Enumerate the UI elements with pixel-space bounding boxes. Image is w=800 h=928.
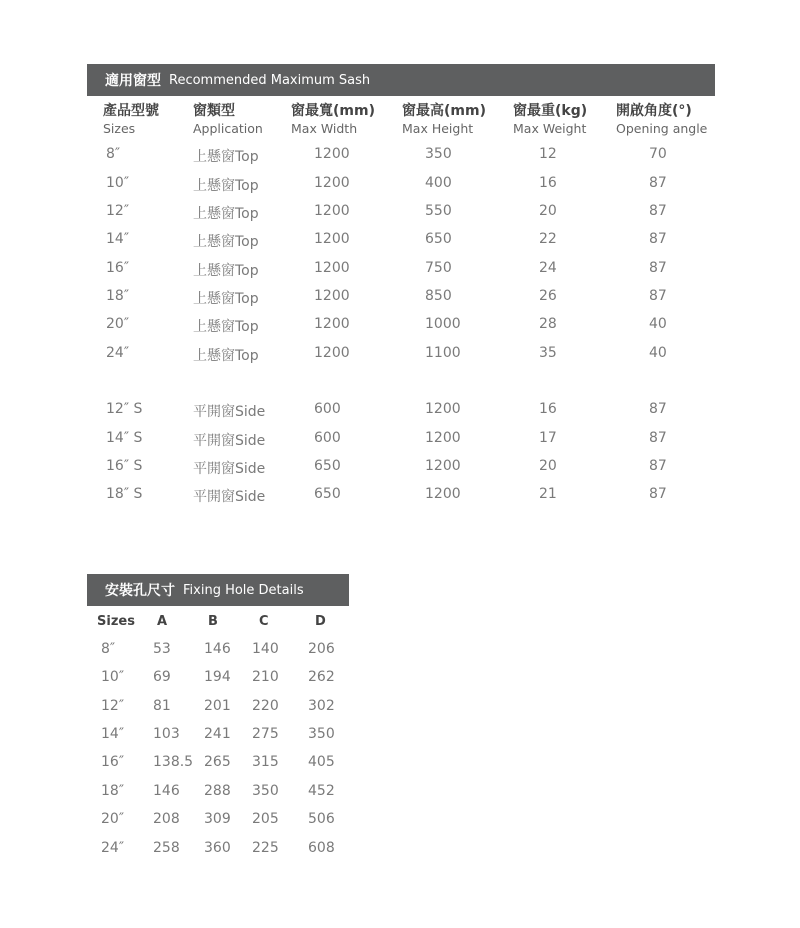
sash-cell: 1200 — [425, 458, 461, 474]
hole-header-3: C — [259, 614, 269, 629]
sash-cell: 600 — [314, 401, 341, 417]
hole-cell: 146 — [204, 641, 231, 657]
sash-cell: 87 — [649, 486, 667, 502]
sash-cell: 28 — [539, 316, 557, 332]
sash-table-title-bar — [87, 64, 715, 96]
sash-cell: 21 — [539, 486, 557, 502]
sash-header-en: Sizes — [103, 121, 136, 136]
hole-cell: 265 — [204, 754, 231, 770]
sash-cell: 1200 — [425, 486, 461, 502]
hole-cell: 350 — [252, 783, 279, 799]
sash-table-title-cn: 適用窗型 — [105, 73, 161, 89]
hole-cell: 12″ — [101, 698, 125, 714]
sash-cell: 平開窗Side — [193, 489, 266, 505]
sash-cell: 上懸窗Top — [193, 263, 259, 279]
sash-header-5 — [616, 103, 707, 137]
sash-header-4 — [513, 103, 587, 137]
hole-cell: 315 — [252, 754, 279, 770]
hole-cell: 146 — [153, 783, 180, 799]
sash-cell: 16″ — [106, 260, 130, 276]
sash-cell: 40 — [649, 316, 667, 332]
hole-cell: 506 — [308, 811, 335, 827]
hole-cell: 241 — [204, 726, 231, 742]
sash-cell: 1200 — [314, 231, 350, 247]
sash-header-cn: 開啟角度(°) — [616, 103, 692, 119]
hole-cell: 69 — [153, 669, 171, 685]
hole-cell: 140 — [252, 641, 279, 657]
sash-cell: 40 — [649, 345, 667, 361]
sash-cell: 20″ — [106, 316, 130, 332]
sash-cell: 18″ — [106, 288, 130, 304]
sash-cell: 16″ S — [106, 458, 143, 474]
hole-cell: 360 — [204, 840, 231, 856]
hole-cell: 262 — [308, 669, 335, 685]
hole-cell: 138.5 — [153, 754, 194, 770]
sash-cell: 上懸窗Top — [193, 178, 259, 194]
sash-header-cn: 窗類型 — [193, 103, 235, 119]
sash-cell: 87 — [649, 175, 667, 191]
sash-cell: 20 — [539, 203, 557, 219]
sash-cell: 上懸窗Top — [193, 149, 259, 165]
hole-cell: 205 — [252, 811, 279, 827]
sash-cell: 87 — [649, 458, 667, 474]
sash-cell: 87 — [649, 231, 667, 247]
sash-cell: 750 — [425, 260, 452, 276]
sash-cell: 87 — [649, 401, 667, 417]
sash-cell: 1200 — [314, 316, 350, 332]
hole-cell: 81 — [153, 698, 171, 714]
sash-table-title-en: Recommended Maximum Sash — [169, 72, 371, 88]
hole-table-title-bar — [87, 574, 349, 606]
sash-header-3 — [402, 103, 486, 137]
sash-header-cn: 窗最寬(mm) — [291, 103, 375, 119]
sash-cell: 22 — [539, 231, 557, 247]
hole-header-0: Sizes — [97, 614, 135, 629]
sash-cell: 17 — [539, 430, 557, 446]
sash-cell: 12 — [539, 146, 557, 162]
sash-cell: 1000 — [425, 316, 461, 332]
sash-cell: 上懸窗Top — [193, 291, 259, 307]
hole-cell: 103 — [153, 726, 180, 742]
hole-cell: 452 — [308, 783, 335, 799]
sash-header-en: Opening angle — [616, 121, 708, 136]
sash-cell: 20 — [539, 458, 557, 474]
hole-cell: 24″ — [101, 840, 125, 856]
sash-header-en: Max Height — [402, 121, 474, 136]
sash-cell: 1200 — [314, 260, 350, 276]
sash-cell: 70 — [649, 146, 667, 162]
sash-cell: 18″ S — [106, 486, 143, 502]
sash-cell: 12″ — [106, 203, 130, 219]
sash-cell: 350 — [425, 146, 452, 162]
sash-cell: 26 — [539, 288, 557, 304]
sash-cell: 上懸窗Top — [193, 319, 259, 335]
hole-header-4: D — [315, 614, 326, 629]
sash-cell: 850 — [425, 288, 452, 304]
sash-cell: 600 — [314, 430, 341, 446]
sash-cell: 87 — [649, 288, 667, 304]
sash-cell: 上懸窗Top — [193, 206, 259, 222]
hole-cell: 405 — [308, 754, 335, 770]
sash-header-cn: 窗最重(kg) — [513, 103, 588, 119]
hole-cell: 14″ — [101, 726, 125, 742]
sash-cell: 12″ S — [106, 401, 143, 417]
sash-cell: 400 — [425, 175, 452, 191]
sash-cell: 8″ — [106, 146, 121, 162]
hole-cell: 210 — [252, 669, 279, 685]
sash-cell: 650 — [314, 486, 341, 502]
hole-cell: 302 — [308, 698, 335, 714]
hole-cell: 20″ — [101, 811, 125, 827]
hole-cell: 608 — [308, 840, 335, 856]
sash-header-cn: 產品型號 — [103, 103, 159, 119]
sash-cell: 1200 — [314, 175, 350, 191]
hole-cell: 288 — [204, 783, 231, 799]
sash-cell: 1100 — [425, 345, 461, 361]
sash-header-cn: 窗最高(mm) — [402, 103, 486, 119]
hole-cell: 208 — [153, 811, 180, 827]
sash-cell: 650 — [314, 458, 341, 474]
sash-cell: 10″ — [106, 175, 130, 191]
sash-cell: 14″ — [106, 231, 130, 247]
sash-cell: 1200 — [314, 345, 350, 361]
sash-cell: 650 — [425, 231, 452, 247]
hole-cell: 220 — [252, 698, 279, 714]
sash-header-en: Max Width — [291, 121, 358, 136]
hole-cell: 8″ — [101, 641, 116, 657]
hole-cell: 201 — [204, 698, 231, 714]
hole-cell: 309 — [204, 811, 231, 827]
hole-cell: 194 — [204, 669, 231, 685]
hole-cell: 225 — [252, 840, 279, 856]
sash-cell: 平開窗Side — [193, 433, 266, 449]
sash-cell: 24″ — [106, 345, 130, 361]
hole-table-title-cn: 安裝孔尺寸 — [105, 583, 175, 599]
hole-cell: 10″ — [101, 669, 125, 685]
sash-cell: 平開窗Side — [193, 404, 266, 420]
sash-cell: 35 — [539, 345, 557, 361]
sash-cell: 1200 — [425, 401, 461, 417]
sash-cell: 1200 — [314, 146, 350, 162]
sash-cell: 上懸窗Top — [193, 348, 259, 364]
sash-cell: 1200 — [314, 288, 350, 304]
hole-cell: 16″ — [101, 754, 125, 770]
sash-cell: 平開窗Side — [193, 461, 266, 477]
sash-cell: 87 — [649, 430, 667, 446]
hole-cell: 18″ — [101, 783, 125, 799]
hole-header-1: A — [157, 614, 168, 629]
hole-cell: 275 — [252, 726, 279, 742]
sash-cell: 16 — [539, 401, 557, 417]
sash-cell: 24 — [539, 260, 557, 276]
hole-cell: 350 — [308, 726, 335, 742]
sash-cell: 1200 — [425, 430, 461, 446]
sash-cell: 1200 — [314, 203, 350, 219]
hole-cell: 258 — [153, 840, 180, 856]
hole-header-2: B — [208, 614, 218, 629]
hole-cell: 53 — [153, 641, 171, 657]
sash-cell: 87 — [649, 203, 667, 219]
sash-header-en: Max Weight — [513, 121, 587, 136]
sash-cell: 87 — [649, 260, 667, 276]
hole-cell: 206 — [308, 641, 335, 657]
sash-header-en: Application — [193, 121, 263, 136]
sash-header-1 — [193, 103, 263, 137]
sash-header-2 — [291, 103, 375, 137]
sash-cell: 上懸窗Top — [193, 234, 259, 250]
sash-header-0 — [103, 103, 159, 137]
sash-cell: 16 — [539, 175, 557, 191]
hole-table-title-en: Fixing Hole Details — [183, 582, 304, 598]
sash-cell: 550 — [425, 203, 452, 219]
sash-cell: 14″ S — [106, 430, 143, 446]
